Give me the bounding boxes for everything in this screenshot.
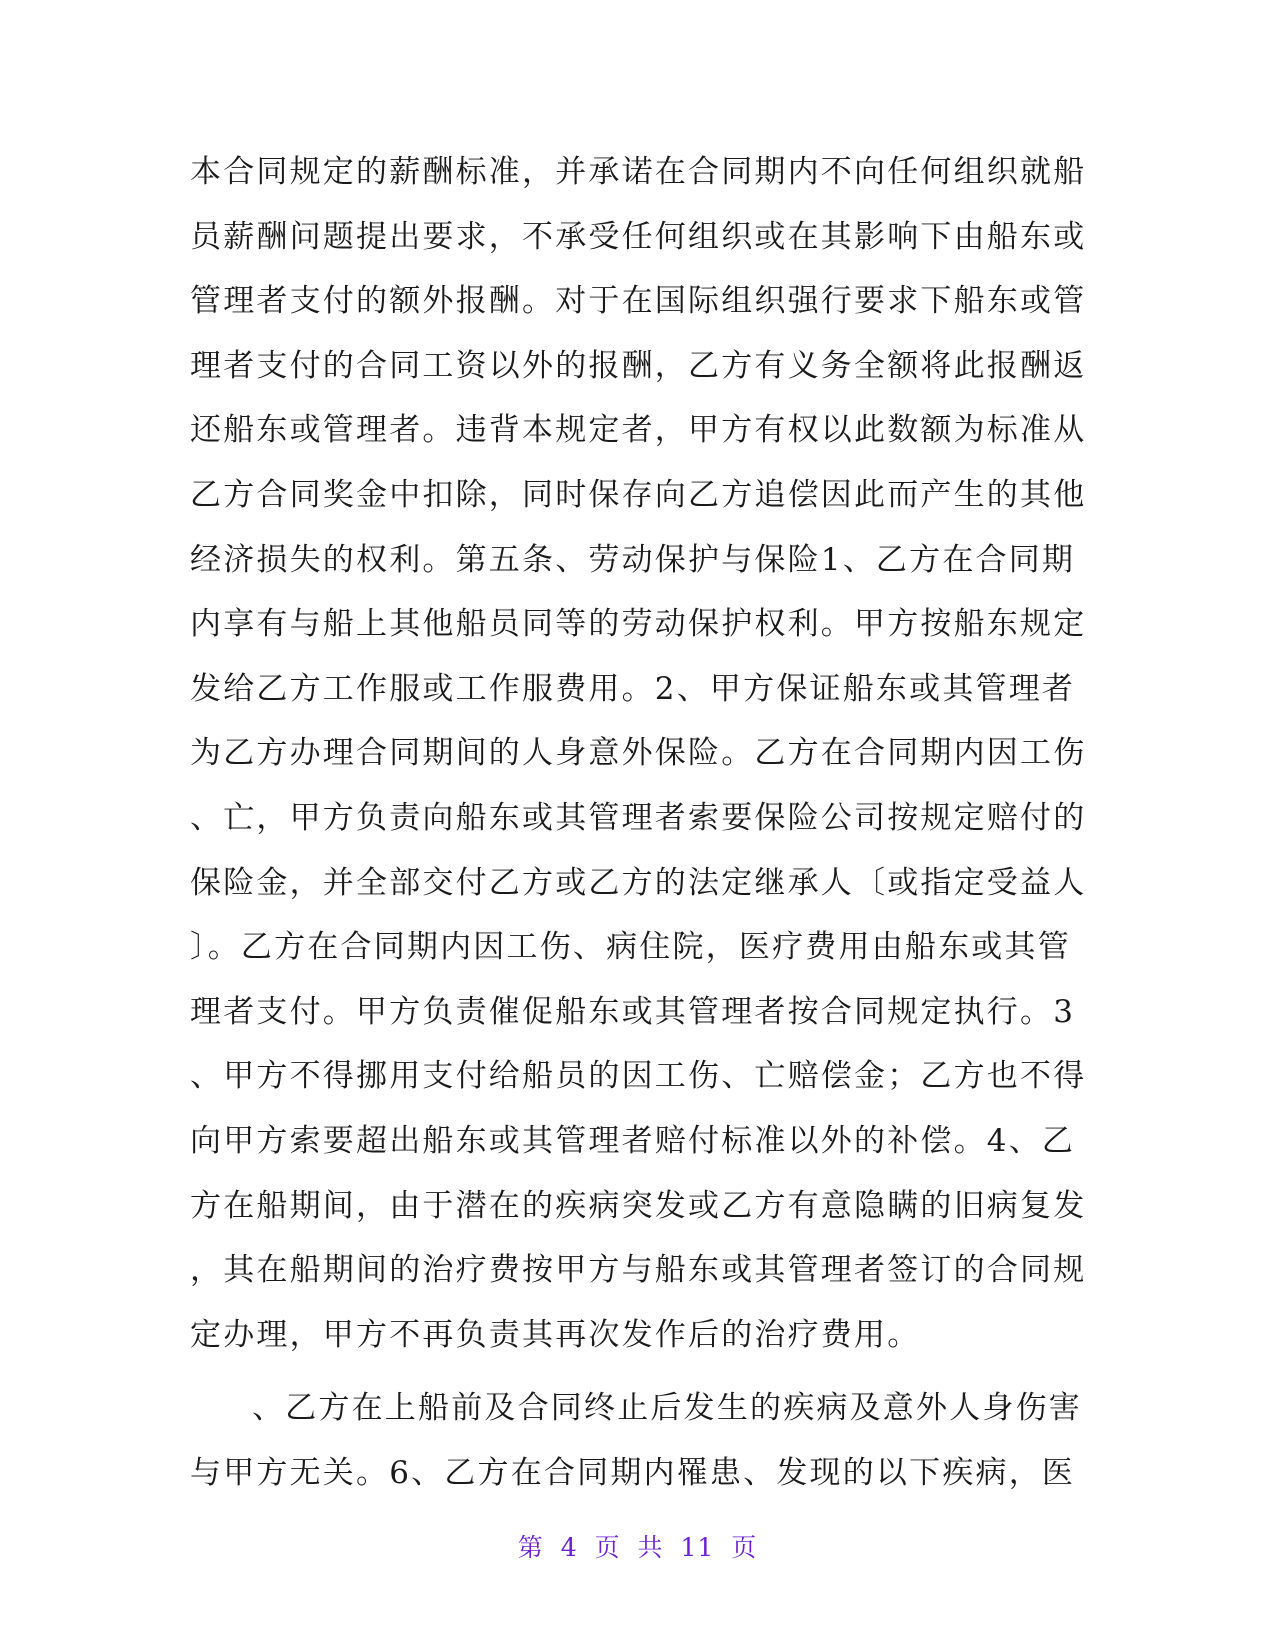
text-line: 、甲方不得挪用支付给船员的因工伤、亡赔偿金；乙方也不得 (190, 1058, 1087, 1095)
text-line: 内享有与船上其他船员同等的劳动保护权利。甲方按船东规定 (190, 606, 1087, 643)
text-line: 本合同规定的薪酬标准，并承诺在合同期内不向任何组织就船 (190, 154, 1087, 190)
text-line: 为乙方办理合同期间的人身意外保险。乙方在合同期内因工伤 (190, 735, 1087, 772)
text-line: 发给乙方工作服或工作服费用。2、甲方保证船东或其管理者 (190, 670, 1076, 707)
text-line: 理者支付。甲方负责催促船东或其管理者按合同规定执行。3 (190, 993, 1076, 1030)
text-line: 理者支付的合同工资以外的报酬，乙方有义务全额将此报酬返 (190, 347, 1087, 384)
text-line: 乙方合同奖金中扣除，同时保存向乙方追偿因此而产生的其他 (190, 476, 1087, 513)
page-footer (0, 1528, 1275, 1564)
text-line: 定办理，甲方不再负责其再次发作后的治疗费用。 (190, 1316, 921, 1353)
text-line: 经济损失的权利。第五条、劳动保护与保险1、乙方在合同期 (190, 541, 1076, 578)
paragraph-start-line: 、乙方在上船前及合同终止后发生的疾病及意外人身伤害 (252, 1390, 1082, 1427)
text-line: 、亡，甲方负责向船东或其管理者索要保险公司按规定赔付的 (190, 799, 1087, 836)
text-line: 还船东或管理者。违背本规定者，甲方有权以此数额为标准从 (190, 412, 1087, 449)
page-number-label: 第 4 页 共 11 页 (517, 1533, 758, 1562)
text-line: 保险金，并全部交付乙方或乙方的法定继承人〔或指定受益人 (190, 864, 1087, 901)
text-line: 向甲方索要超出船东或其管理者赔付标准以外的补偿。4、乙 (190, 1122, 1076, 1159)
text-line: 员薪酬问题提出要求，不承受任何组织或在其影响下由船东或 (190, 218, 1087, 255)
text-line: 管理者支付的额外报酬。对于在国际组织强行要求下船东或管 (190, 283, 1087, 320)
text-line: ，其在船期间的治疗费按甲方与船东或其管理者签订的合同规 (190, 1252, 1087, 1289)
body-text (190, 140, 1090, 1505)
text-line: 与甲方无关。6、乙方在合同期内罹患、发现的以下疾病，医 (190, 1454, 1076, 1491)
text-line: 方在船期间，由于潜在的疾病突发或乙方有意隐瞒的旧病复发 (190, 1187, 1087, 1224)
text-line: 〕。乙方在合同期内因工伤、病住院，医疗费用由船东或其管 (190, 929, 1071, 966)
